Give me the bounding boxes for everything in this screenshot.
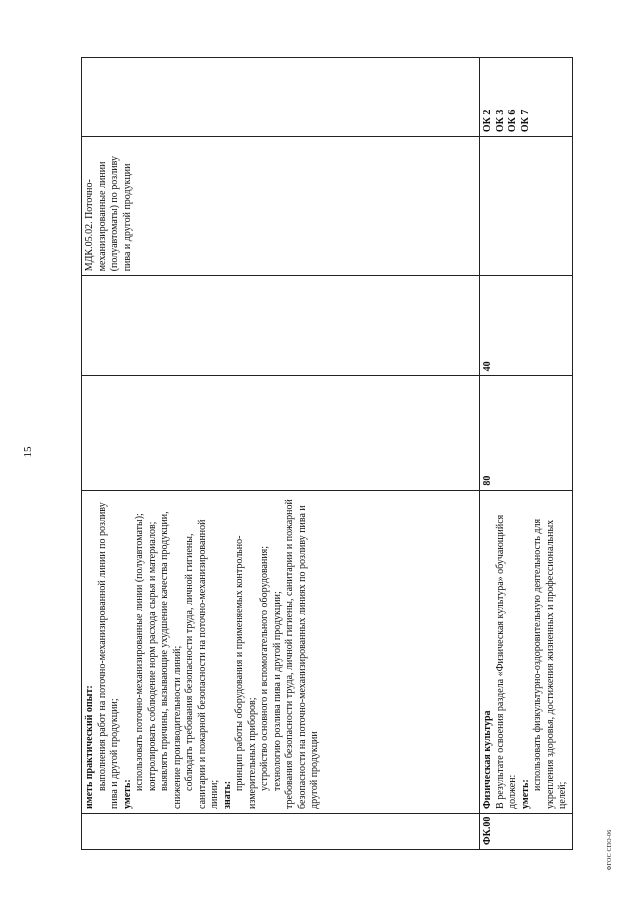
content-heading: знать: xyxy=(221,780,233,809)
curriculum-table xyxy=(81,57,573,850)
competency-cell xyxy=(480,58,573,137)
hours-max-cell xyxy=(82,376,480,490)
curriculum-table-frame xyxy=(81,57,568,850)
hours-class-cell xyxy=(480,276,573,376)
content-line: использовать физкультурно-оздоровительную деятельность для укрепления здоровья, достижения жизненных и профессиональных целей; xyxy=(532,518,568,809)
content-line: выявлять причины, вызывающие ухудшение качества продукции, снижение производительности линий; xyxy=(159,511,183,809)
hours-max: 80 xyxy=(482,475,493,486)
content-heading: иметь практический опыт: xyxy=(84,685,95,809)
table-container xyxy=(81,57,568,850)
code-cell xyxy=(82,813,480,849)
content-line: устройство основного и вспомогательного оборудования; xyxy=(259,545,270,791)
discipline-name: МДК.05.02. Поточно-механизированные линии (полуавтоматы) по розливу пива и другой продукции xyxy=(84,156,133,272)
content-cell xyxy=(82,490,480,813)
competency-code: ОК 3 xyxy=(494,109,506,133)
discipline-cell xyxy=(480,137,573,276)
competency-cell xyxy=(82,58,480,137)
competency-code: ОК 2 xyxy=(482,109,493,133)
table-row xyxy=(480,58,573,850)
hours-class: 40 xyxy=(482,361,493,372)
content-line: В результате освоения раздела «Физическая культура» обучающийся должен: xyxy=(494,514,518,809)
hours-class-cell xyxy=(82,276,480,376)
footer-code: ФГОС СПО-06 xyxy=(607,829,613,871)
content-heading: уметь: xyxy=(121,779,133,809)
content-line: принцип работы оборудования и применяемых контрольно-измерительных приборов; xyxy=(234,535,258,809)
page-number: 15 xyxy=(22,446,34,458)
section-title: Физическая культура xyxy=(482,710,493,809)
content-line: соблюдать требования безопасности труда, личной гигиены, санитарии и пожарной безопасности на поточно-механизированной линии; xyxy=(184,519,220,809)
content-cell xyxy=(480,490,573,813)
competency-code: ОК 7 xyxy=(519,109,531,133)
hours-max-cell xyxy=(480,376,573,490)
content-line: технологию розлива пива и другой продукции; xyxy=(271,591,283,791)
code-cell xyxy=(480,813,573,849)
competency-code: ОК 6 xyxy=(507,109,518,133)
content-heading: уметь: xyxy=(519,779,531,809)
content-line: требования безопасности труда, личной гигиены, санитарии и пожарной безопасности на поточно-механизированных линиях по розливу пива и другой продукции xyxy=(284,499,320,809)
content-line: использовать поточно-механизированные линии (полуавтоматы); xyxy=(134,513,145,791)
content-line: выполнения работ на поточно-механизированной линии по розливу пива и другой продукции; xyxy=(96,502,120,809)
discipline-cell xyxy=(82,137,480,276)
section-code: ФК.00 xyxy=(482,816,493,845)
content-line: контролировать соблюдение норм расхода сырья и материалов; xyxy=(146,521,158,791)
table-row xyxy=(82,58,480,850)
